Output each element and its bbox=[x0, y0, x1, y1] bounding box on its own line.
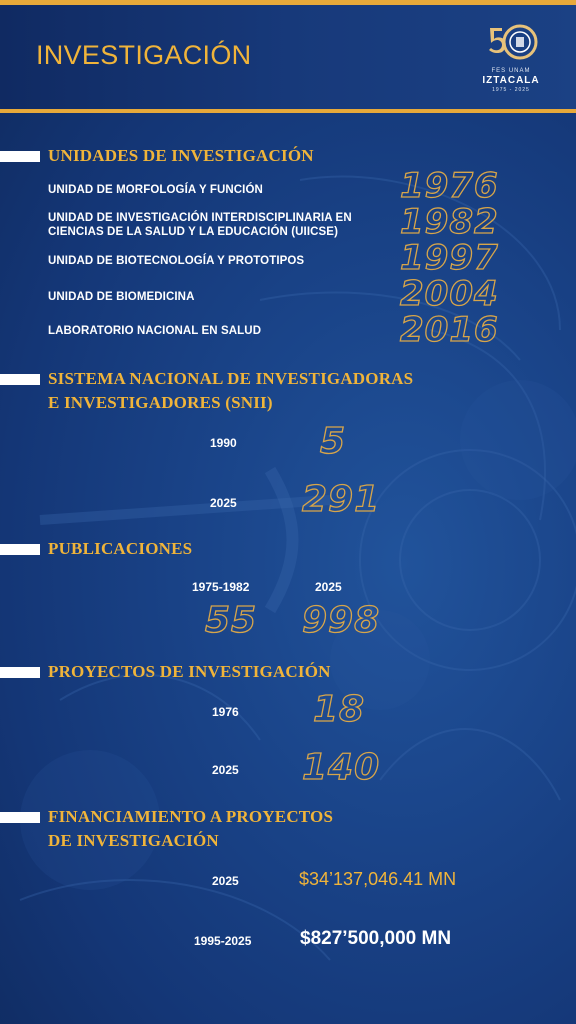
fes-iztacala-50-years-logo bbox=[486, 22, 538, 66]
unit-name-biotecnologia: UNIDAD DE BIOTECNOLOGÍA Y PROTOTIPOS bbox=[48, 255, 305, 267]
funding-section-title-line2: DE INVESTIGACIÓN bbox=[48, 831, 219, 850]
snii-value-2025: 291 bbox=[302, 479, 381, 520]
logo-text-fes-unam: FES UNAM bbox=[491, 68, 531, 74]
institution-logo bbox=[480, 22, 542, 96]
unit-year-laboratorio: 2016 bbox=[400, 310, 499, 350]
projects-section-title: PROYECTOS DE INVESTIGACIÓN bbox=[48, 662, 331, 681]
projects-label-1976: 1976 bbox=[212, 705, 239, 719]
snii-label-1990: 1990 bbox=[210, 436, 237, 450]
unit-name-morfologia: UNIDAD DE MORFOLOGÍA Y FUNCIÓN bbox=[48, 184, 263, 196]
funding-value-1995-2025: $827’500,000 MN bbox=[300, 928, 452, 949]
unit-year-biotecnologia: 1997 bbox=[400, 238, 499, 278]
snii-value-1990: 5 bbox=[320, 421, 347, 462]
logo-text-iztacala: IZTACALA bbox=[482, 75, 540, 86]
snii-section-title-line1: SISTEMA NACIONAL DE INVESTIGADORAS bbox=[48, 369, 414, 388]
section-marker-snii bbox=[0, 374, 40, 385]
units-section-title: UNIDADES DE INVESTIGACIÓN bbox=[48, 146, 314, 165]
header-accent-line bbox=[0, 109, 576, 113]
publications-label-1975-1982: 1975-1982 bbox=[192, 580, 250, 594]
unit-year-uiicse: 1982 bbox=[400, 202, 499, 242]
section-marker-projects bbox=[0, 667, 40, 678]
section-marker-publications bbox=[0, 544, 40, 555]
section-marker-units bbox=[0, 151, 40, 162]
publications-value-2025: 998 bbox=[302, 600, 381, 641]
unit-year-biomedicina: 2004 bbox=[400, 274, 499, 314]
snii-section-title-line2: E INVESTIGADORES (SNII) bbox=[48, 393, 273, 412]
projects-label-2025: 2025 bbox=[212, 763, 239, 777]
funding-label-1995-2025: 1995-2025 bbox=[194, 934, 252, 948]
funding-section-title-line1: FINANCIAMIENTO A PROYECTOS bbox=[48, 807, 334, 826]
publications-section-title: PUBLICACIONES bbox=[48, 539, 193, 558]
unit-name-laboratorio: LABORATORIO NACIONAL EN SALUD bbox=[48, 325, 262, 337]
logo-text-years: 1975 - 2025 bbox=[492, 87, 530, 93]
unit-name-uiicse: UNIDAD DE INVESTIGACIÓN INTERDISCIPLINARIA EN CIENCIAS DE LA SALUD Y LA EDUCACIÓN (UIICSE) bbox=[48, 212, 352, 238]
publications-label-2025: 2025 bbox=[315, 580, 342, 594]
projects-value-2025: 140 bbox=[302, 747, 381, 788]
unit-year-morfologia: 1976 bbox=[400, 166, 499, 206]
page-title: INVESTIGACIÓN bbox=[36, 40, 252, 70]
projects-value-1976: 18 bbox=[313, 689, 366, 730]
unit-name-biomedicina: UNIDAD DE BIOMEDICINA bbox=[48, 291, 195, 303]
section-marker-funding bbox=[0, 812, 40, 823]
funding-value-2025: $34’137,046.41 MN bbox=[299, 869, 457, 889]
funding-label-2025: 2025 bbox=[212, 874, 239, 888]
snii-label-2025: 2025 bbox=[210, 496, 237, 510]
publications-value-1975-1982: 55 bbox=[205, 600, 258, 641]
